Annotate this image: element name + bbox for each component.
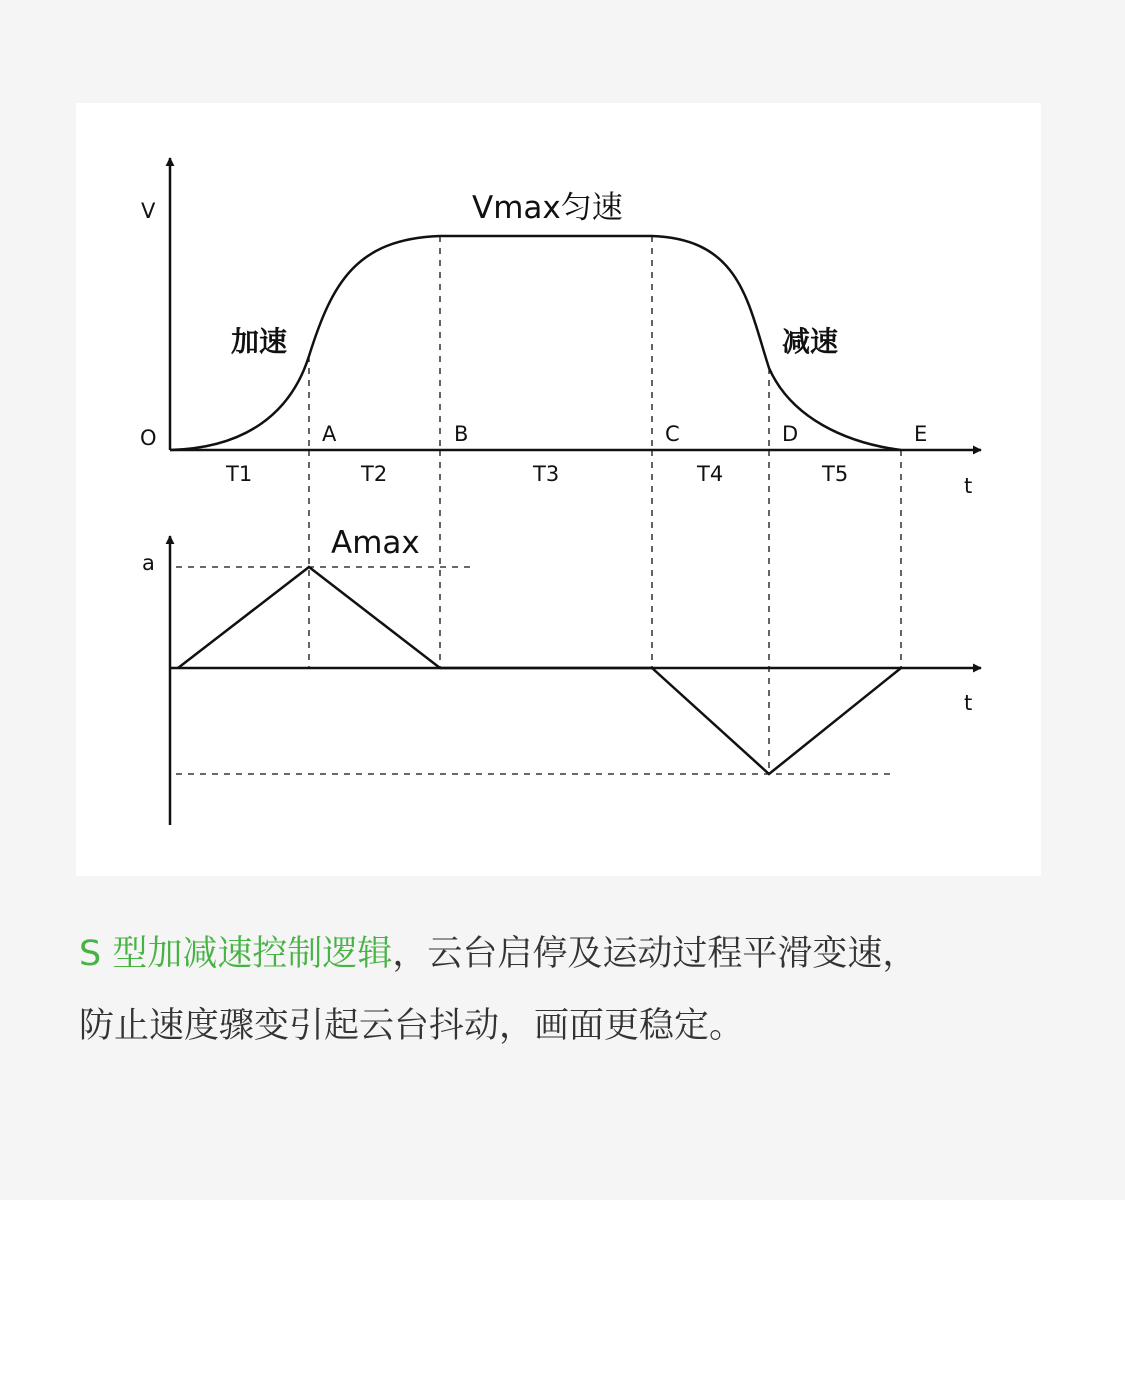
point-label-d: D xyxy=(782,422,799,446)
velocity-axis-label: V xyxy=(141,199,156,223)
caption-line-2: 防止速度骤变引起云台抖动，画面更稳定。 xyxy=(79,1006,745,1046)
point-label-c: C xyxy=(665,422,680,446)
velocity-time-axis-label: t xyxy=(964,474,973,498)
point-label-b: B xyxy=(454,422,469,446)
velocity-guides xyxy=(309,236,769,450)
accel-phase-label: 加速 xyxy=(231,325,288,358)
caption-line-1-rest: ，云台启停及运动过程平滑变速， xyxy=(392,934,918,974)
s-curve-diagram xyxy=(76,103,1041,876)
segment-label-t1: T1 xyxy=(226,462,253,486)
caption-line-1 xyxy=(79,918,1059,990)
amax-label: Amax xyxy=(331,525,420,561)
acceleration-axis-label: a xyxy=(142,551,155,575)
acceleration-profile xyxy=(178,567,901,774)
decel-phase-label: 减速 xyxy=(782,325,839,358)
segment-label-t5: T5 xyxy=(822,462,849,486)
segment-label-t4: T4 xyxy=(697,462,724,486)
point-label-e: E xyxy=(914,422,928,446)
caption xyxy=(79,918,1059,1062)
diagram-card xyxy=(76,103,1041,876)
acceleration-guides xyxy=(176,450,901,774)
acceleration-time-axis-label: t xyxy=(964,691,973,715)
point-label-a: A xyxy=(322,422,337,446)
cruise-label: Vmax匀速 xyxy=(472,190,623,226)
segment-label-t3: T3 xyxy=(533,462,560,486)
segment-label-t2: T2 xyxy=(361,462,388,486)
origin-label: O xyxy=(140,426,157,450)
caption-highlight: S 型加减速控制逻辑 xyxy=(79,934,393,974)
